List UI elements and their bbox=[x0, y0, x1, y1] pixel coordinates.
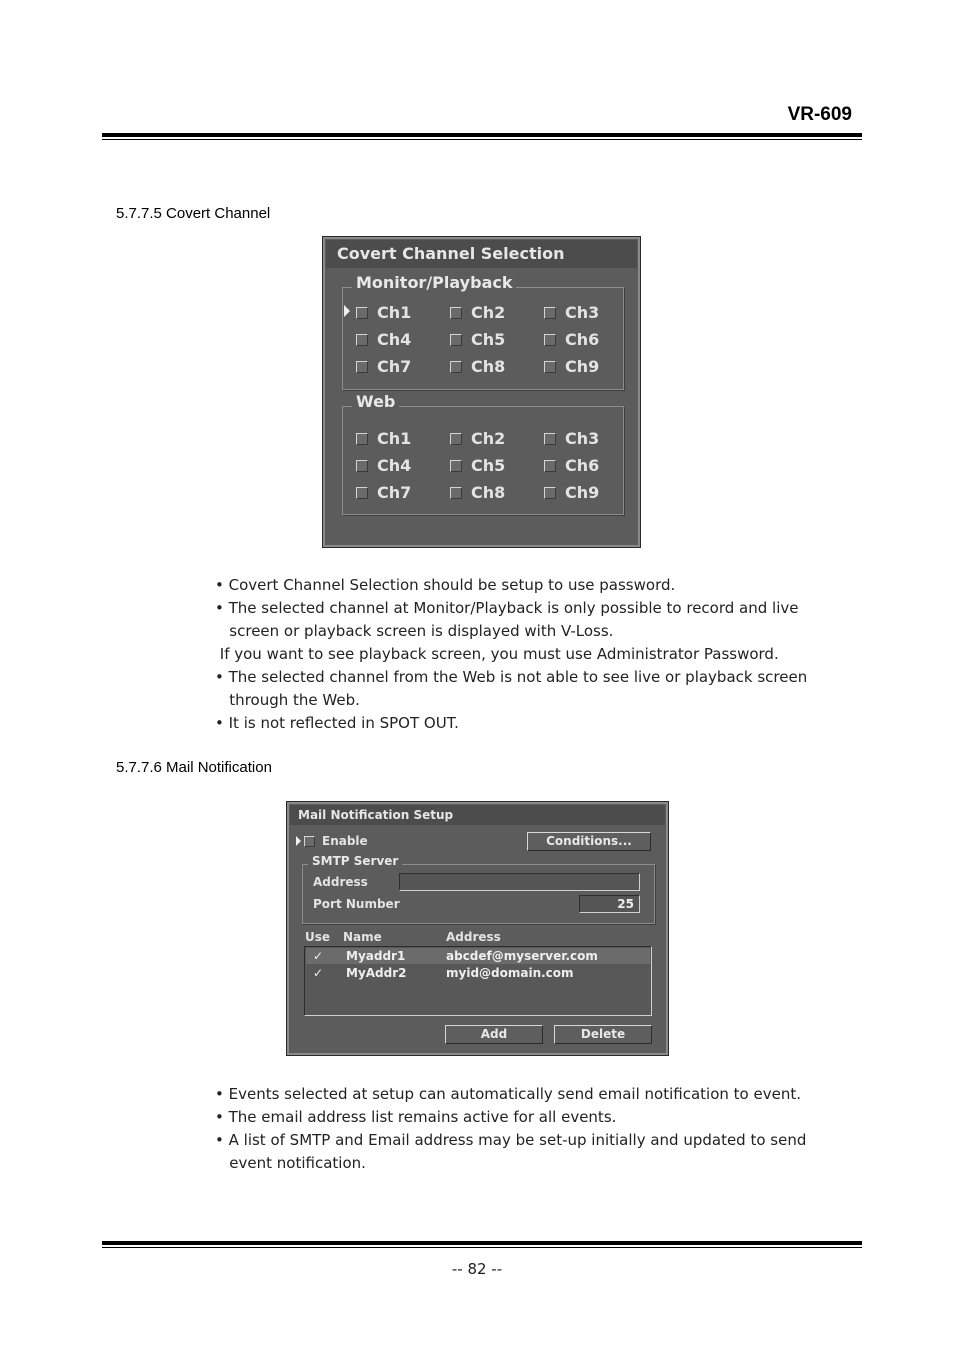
delete-button[interactable]: Delete bbox=[554, 1025, 652, 1044]
channel-label: Ch4 bbox=[377, 456, 412, 475]
footer-rule bbox=[102, 1241, 862, 1245]
channel-label: Ch9 bbox=[565, 483, 600, 502]
column-header-use: Use bbox=[305, 930, 331, 944]
checkbox-icon bbox=[356, 307, 368, 319]
note-line: through the Web. bbox=[215, 691, 360, 709]
monitor-playback-label: Monitor/Playback bbox=[352, 273, 516, 292]
checkbox-icon bbox=[304, 836, 315, 847]
checkbox-icon bbox=[544, 460, 556, 472]
monitor-ch6-checkbox[interactable] bbox=[544, 330, 599, 349]
address-input[interactable] bbox=[399, 873, 640, 891]
web-ch7-checkbox[interactable] bbox=[356, 483, 411, 502]
checkbox-icon bbox=[544, 307, 556, 319]
check-icon: ✓ bbox=[313, 949, 324, 963]
checkbox-icon bbox=[356, 361, 368, 373]
channel-label: Ch1 bbox=[377, 303, 412, 322]
channel-label: Ch7 bbox=[377, 357, 412, 376]
web-ch8-checkbox[interactable] bbox=[450, 483, 505, 502]
selection-pointer-icon bbox=[296, 836, 301, 846]
channel-label: Ch8 bbox=[471, 483, 506, 502]
checkbox-icon bbox=[356, 334, 368, 346]
section-heading-covert: 5.7.7.5 Covert Channel bbox=[116, 205, 271, 222]
web-label: Web bbox=[352, 392, 399, 411]
channel-label: Ch7 bbox=[377, 483, 412, 502]
channel-label: Ch9 bbox=[565, 357, 600, 376]
note-line: • A list of SMTP and Email address may be set-up initially and updated to send bbox=[215, 1131, 807, 1149]
row-name: MyAddr2 bbox=[346, 966, 407, 980]
table-row[interactable] bbox=[306, 965, 650, 981]
check-icon: ✓ bbox=[313, 966, 324, 980]
note-line: • It is not reflected in SPOT OUT. bbox=[215, 714, 459, 732]
smtp-server-label: SMTP Server bbox=[308, 854, 402, 868]
channel-label: Ch6 bbox=[565, 456, 600, 475]
checkbox-icon bbox=[544, 487, 556, 499]
checkbox-icon bbox=[450, 487, 462, 499]
web-ch3-checkbox[interactable] bbox=[544, 429, 599, 448]
row-address: abcdef@myserver.com bbox=[446, 949, 598, 963]
checkbox-icon bbox=[450, 361, 462, 373]
channel-label: Ch8 bbox=[471, 357, 506, 376]
channel-label: Ch3 bbox=[565, 303, 600, 322]
checkbox-icon bbox=[544, 334, 556, 346]
web-ch6-checkbox[interactable] bbox=[544, 456, 599, 475]
panel-title: Covert Channel Selection bbox=[326, 240, 637, 268]
channel-label: Ch4 bbox=[377, 330, 412, 349]
channel-label: Ch2 bbox=[471, 429, 506, 448]
note-line: • The email address list remains active for all events. bbox=[215, 1108, 617, 1126]
channel-label: Ch5 bbox=[471, 456, 506, 475]
monitor-ch5-checkbox[interactable] bbox=[450, 330, 505, 349]
port-number-label: Port Number bbox=[313, 897, 400, 911]
address-list[interactable] bbox=[304, 946, 652, 1016]
row-address: myid@domain.com bbox=[446, 966, 574, 980]
column-header-name: Name bbox=[343, 930, 382, 944]
checkbox-icon bbox=[450, 460, 462, 472]
enable-label: Enable bbox=[322, 834, 368, 848]
checkbox-icon bbox=[544, 433, 556, 445]
panel-title: Mail Notification Setup bbox=[290, 805, 665, 825]
monitor-ch2-checkbox[interactable] bbox=[450, 303, 505, 322]
checkbox-icon bbox=[450, 433, 462, 445]
checkbox-icon bbox=[450, 307, 462, 319]
checkbox-icon bbox=[356, 460, 368, 472]
table-row[interactable] bbox=[306, 948, 650, 964]
channel-label: Ch1 bbox=[377, 429, 412, 448]
port-number-input[interactable]: 25 bbox=[579, 895, 640, 913]
channel-label: Ch6 bbox=[565, 330, 600, 349]
add-button[interactable]: Add bbox=[445, 1025, 543, 1044]
covert-notes bbox=[215, 574, 807, 735]
conditions-button[interactable]: Conditions... bbox=[527, 832, 651, 851]
header-rule bbox=[102, 133, 862, 137]
header-rule-thin bbox=[102, 139, 862, 140]
checkbox-icon bbox=[450, 334, 462, 346]
monitor-ch3-checkbox[interactable] bbox=[544, 303, 599, 322]
note-line: • The selected channel at Monitor/Playback is only possible to record and live bbox=[215, 599, 799, 617]
web-ch4-checkbox[interactable] bbox=[356, 456, 411, 475]
mail-notes bbox=[215, 1083, 806, 1175]
section-heading-mail: 5.7.7.6 Mail Notification bbox=[116, 759, 272, 776]
web-ch9-checkbox[interactable] bbox=[544, 483, 599, 502]
note-line: • Covert Channel Selection should be setup to use password. bbox=[215, 576, 676, 594]
checkbox-icon bbox=[544, 361, 556, 373]
covert-channel-panel bbox=[322, 236, 641, 548]
note-line: screen or playback screen is displayed with V-Loss. bbox=[215, 622, 614, 640]
monitor-ch7-checkbox[interactable] bbox=[356, 357, 411, 376]
web-ch5-checkbox[interactable] bbox=[450, 456, 505, 475]
note-line: If you want to see playback screen, you must use Administrator Password. bbox=[215, 645, 779, 663]
channel-label: Ch5 bbox=[471, 330, 506, 349]
selection-pointer-icon bbox=[344, 305, 350, 317]
mail-notification-panel bbox=[286, 801, 669, 1056]
checkbox-icon bbox=[356, 433, 368, 445]
checkbox-icon bbox=[356, 487, 368, 499]
page-number: -- 82 -- bbox=[451, 1260, 503, 1278]
web-ch2-checkbox[interactable] bbox=[450, 429, 505, 448]
column-header-address: Address bbox=[446, 930, 501, 944]
document-title: VR-609 bbox=[787, 104, 852, 125]
monitor-ch8-checkbox[interactable] bbox=[450, 357, 505, 376]
channel-label: Ch3 bbox=[565, 429, 600, 448]
channel-label: Ch2 bbox=[471, 303, 506, 322]
enable-checkbox[interactable] bbox=[304, 834, 368, 848]
footer-rule-thin bbox=[102, 1247, 862, 1248]
monitor-ch9-checkbox[interactable] bbox=[544, 357, 599, 376]
address-label: Address bbox=[313, 875, 368, 889]
note-line: • The selected channel from the Web is not able to see live or playback screen bbox=[215, 668, 808, 686]
note-line: event notification. bbox=[215, 1154, 366, 1172]
web-ch1-checkbox[interactable] bbox=[356, 429, 411, 448]
monitor-ch4-checkbox[interactable] bbox=[356, 330, 411, 349]
row-name: Myaddr1 bbox=[346, 949, 406, 963]
note-line: • Events selected at setup can automatically send email notification to event. bbox=[215, 1085, 801, 1103]
monitor-ch1-checkbox[interactable] bbox=[356, 303, 411, 322]
